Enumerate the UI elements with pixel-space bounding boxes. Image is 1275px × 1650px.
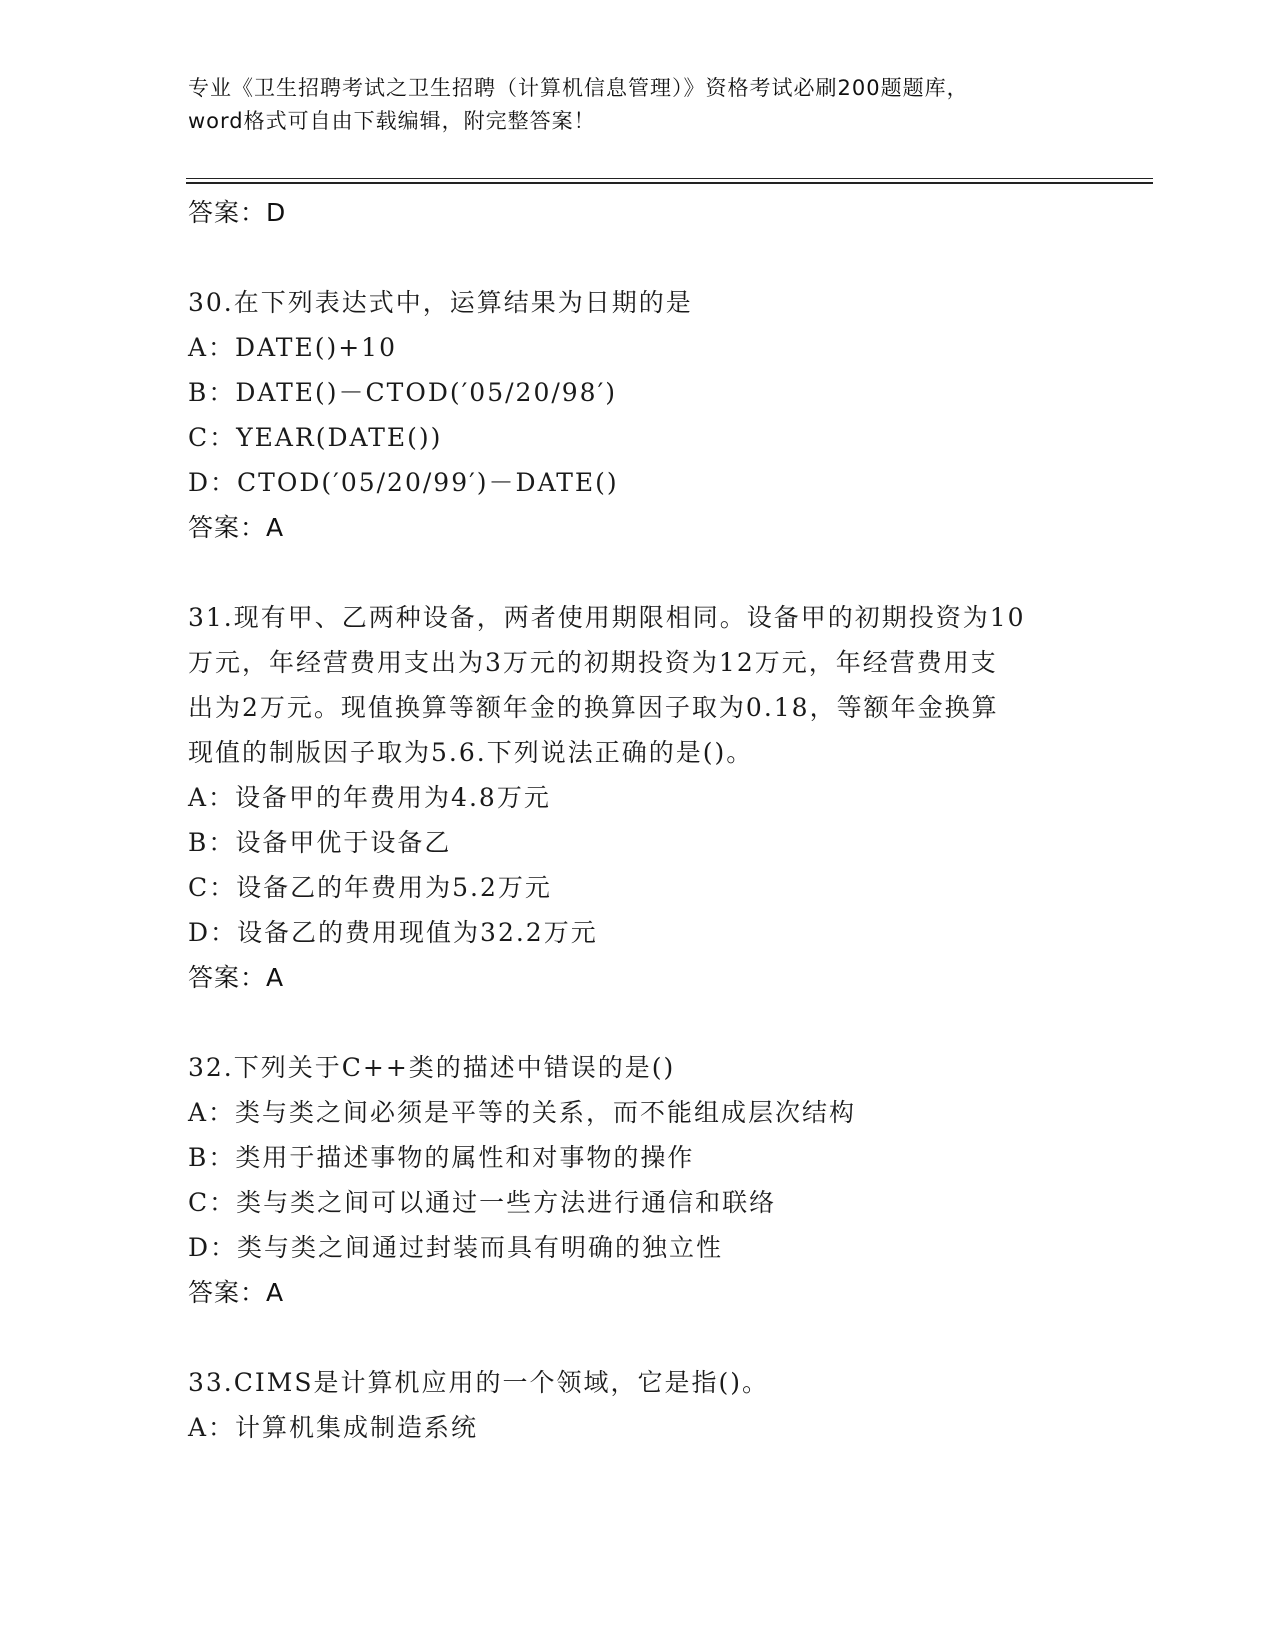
option-c: C：YEAR(DATE()) (188, 423, 443, 452)
question-stem: 32.下列关于C++类的描述中错误的是() (188, 1053, 676, 1082)
option-b: B：设备甲优于设备乙 (188, 828, 452, 857)
spacer (188, 550, 1088, 595)
question-30 (188, 280, 1088, 550)
question-32 (188, 1045, 1088, 1315)
option-a: A：设备甲的年费用为4.8万元 (188, 783, 551, 812)
option-d: D：类与类之间通过封装而具有明确的独立性 (188, 1233, 724, 1262)
header-rule-thick (186, 182, 1153, 184)
option-c: C：类与类之间可以通过一些方法进行通信和联络 (188, 1188, 777, 1217)
question-stem: 出为2万元。现值换算等额年金的换算因子取为0.18，等额年金换算 (188, 693, 999, 722)
previous-answer: 答案：D (188, 198, 287, 227)
answer: 答案：A (188, 513, 285, 542)
answer: 答案：A (188, 963, 285, 992)
option-a: A：类与类之间必须是平等的关系，而不能组成层次结构 (188, 1098, 857, 1127)
spacer (188, 235, 1088, 280)
spacer (188, 1000, 1088, 1045)
spacer (188, 1315, 1088, 1360)
question-31 (188, 595, 1088, 1000)
header-line-1: 专业《卫生招聘考试之卫生招聘（计算机信息管理）》资格考试必刷200题题库， (188, 76, 969, 100)
answer: 答案：A (188, 1278, 285, 1307)
option-b: B：DATE()－CTOD(′05/20/98′) (188, 378, 618, 407)
question-list (188, 190, 1088, 1450)
header-rule-thin (186, 178, 1153, 179)
question-stem: 30.在下列表达式中，运算结果为日期的是 (188, 288, 693, 317)
option-b: B：类用于描述事物的属性和对事物的操作 (188, 1143, 695, 1172)
option-a: A：计算机集成制造系统 (188, 1413, 479, 1442)
question-33 (188, 1360, 1088, 1450)
question-stem: 万元，年经营费用支出为3万元的初期投资为12万元，年经营费用支 (188, 648, 998, 677)
question-stem: 现值的制版因子取为5.6.下列说法正确的是()。 (188, 738, 754, 767)
option-d: D：设备乙的费用现值为32.2万元 (188, 918, 598, 947)
option-d: D：CTOD(′05/20/99′)－DATE() (188, 468, 619, 497)
question-stem: 33.CIMS是计算机应用的一个领域，它是指()。 (188, 1368, 769, 1397)
option-a: A：DATE()+10 (188, 333, 397, 362)
option-c: C：设备乙的年费用为5.2万元 (188, 873, 552, 902)
header-line-2: word格式可自由下载编辑，附完整答案！ (188, 109, 596, 133)
document-header (188, 72, 1088, 138)
question-stem: 31.现有甲、乙两种设备，两者使用期限相同。设备甲的初期投资为10 (188, 603, 1026, 632)
